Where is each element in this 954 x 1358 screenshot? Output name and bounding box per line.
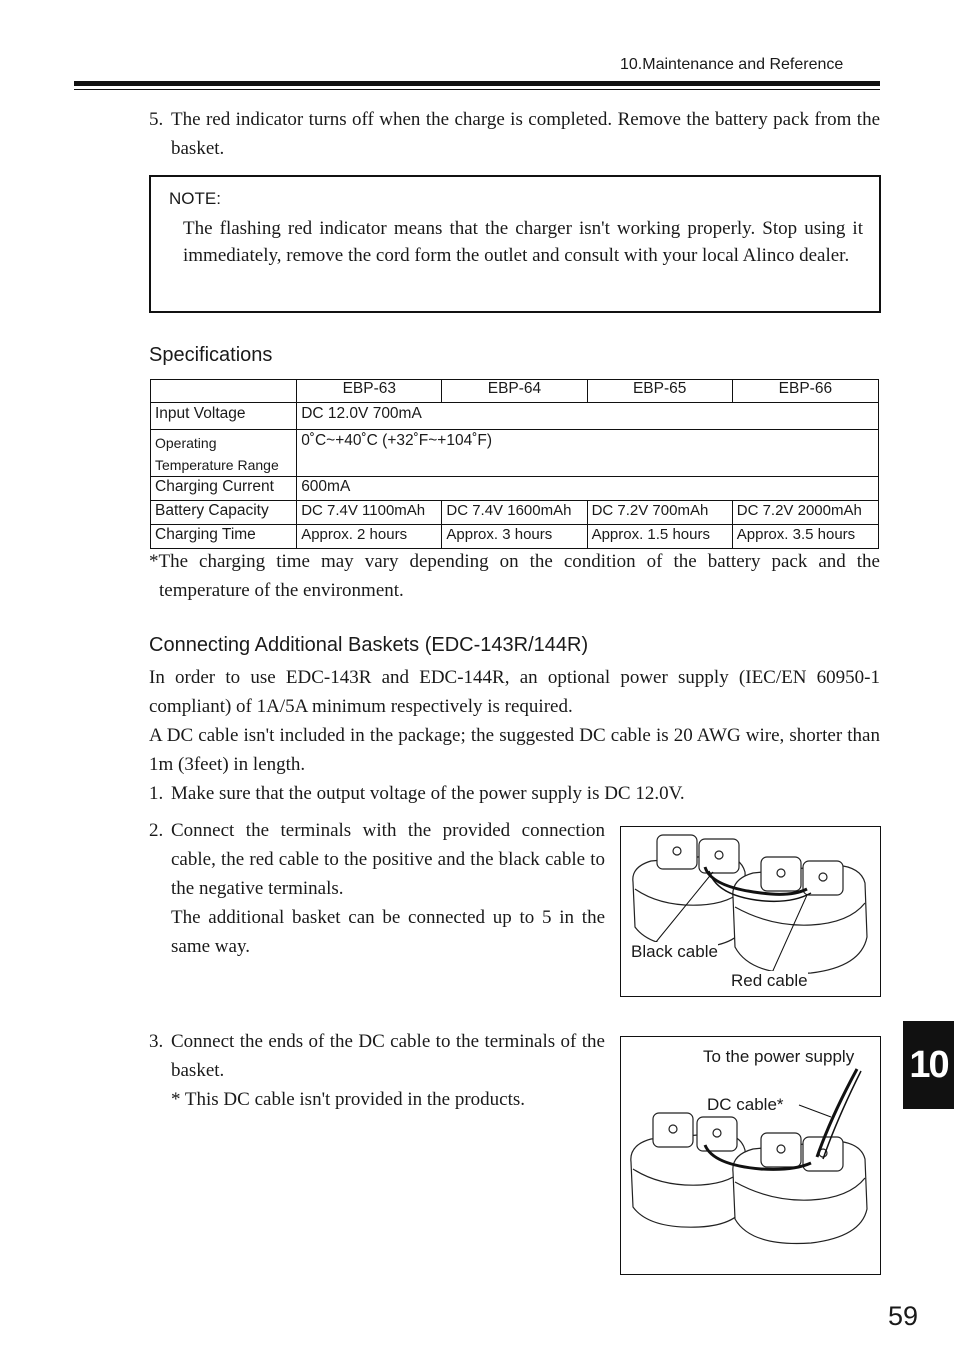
step-number: 5. — [149, 109, 164, 130]
table-row — [151, 403, 879, 430]
figure-basket-connection — [620, 826, 881, 997]
step-text: Make sure that the output voltage of the power supply is DC 12.0V. — [171, 783, 685, 804]
label-black-cable: Black cable — [631, 942, 718, 961]
table-row — [151, 430, 879, 477]
table-cell: DC 7.4V 1100mAh — [297, 501, 442, 525]
dc-cable-illustration — [621, 1037, 880, 1274]
note-body: The flashing red indicator means that the charger isn't working properly. Stop using it immediately, remove the cord form the outlet and consult with your local Alinco dealer. — [183, 218, 863, 266]
table-row — [151, 477, 879, 501]
chapter-tab: 10 — [903, 1021, 954, 1109]
row-label — [151, 430, 297, 477]
step-5 — [149, 105, 880, 163]
spec-footnote — [149, 547, 880, 605]
step-number: 1. — [149, 783, 164, 804]
connecting-heading: Connecting Additional Baskets (EDC-143R/144R) — [149, 634, 589, 656]
column-header: EBP-66 — [732, 380, 878, 403]
step-number: 2. — [149, 820, 164, 841]
table-header-row — [151, 380, 879, 403]
column-header: EBP-64 — [442, 380, 587, 403]
column-header: EBP-63 — [297, 380, 442, 403]
row-label-line: Temperature Range — [155, 457, 279, 473]
label-red-cable: Red cable — [731, 971, 808, 990]
row-label: Charging Current — [151, 477, 297, 501]
step-text-2: The additional basket can be connected up to 5 in the same way. — [171, 907, 605, 957]
connecting-para-1: In order to use EDC-143R and EDC-144R, an optional power supply (IEC/EN 60950-1 compliant) of 1A/5A minimum respectively is required. — [149, 667, 880, 717]
table-cell: DC 7.4V 1600mAh — [442, 501, 587, 525]
step-3 — [149, 1027, 605, 1114]
header-rule-thin — [74, 89, 880, 90]
step-text: Connect the terminals with the provided connection cable, the red cable to the positive and the black cable to the negative terminals. — [171, 820, 605, 899]
page-number: 59 — [888, 1301, 919, 1331]
label-dc-cable: DC cable* — [707, 1095, 784, 1114]
table-row — [151, 525, 879, 549]
specifications-heading: Specifications — [149, 344, 273, 366]
row-label: Battery Capacity — [151, 501, 297, 525]
step-number: 3. — [149, 1031, 164, 1052]
step-1 — [149, 779, 880, 808]
step-note: * This DC cable isn't provided in the products. — [171, 1089, 525, 1110]
footnote-text: *The charging time may vary depending on the condition of the battery pack and the temperature of the environment. — [149, 551, 880, 601]
table-row — [151, 501, 879, 525]
note-box — [149, 175, 881, 313]
table-cell: Approx. 3 hours — [442, 525, 587, 549]
table-cell: Approx. 2 hours — [297, 525, 442, 549]
note-title: NOTE: — [169, 189, 221, 208]
table-cell: DC 7.2V 700mAh — [587, 501, 732, 525]
table-corner-cell — [151, 380, 297, 403]
table-cell: Approx. 3.5 hours — [732, 525, 878, 549]
header-rule — [74, 81, 880, 86]
spec-table — [150, 379, 879, 549]
row-label: Input Voltage — [151, 403, 297, 430]
row-label: Charging Time — [151, 525, 297, 549]
figure-dc-cable — [620, 1036, 881, 1275]
table-cell: Approx. 1.5 hours — [587, 525, 732, 549]
label-power-supply: To the power supply — [703, 1047, 855, 1066]
connecting-para-2: A DC cable isn't included in the package; the suggested DC cable is 20 AWG wire, shorter than 1m (3feet) in length. — [149, 725, 880, 775]
row-value: 600mA — [297, 477, 879, 501]
row-value: DC 12.0V 700mA — [297, 403, 879, 430]
step-2 — [149, 816, 605, 961]
step-text: Connect the ends of the DC cable to the terminals of the basket. — [171, 1031, 605, 1081]
column-header: EBP-65 — [587, 380, 732, 403]
row-label-line: Operating — [155, 435, 217, 451]
step-text: The red indicator turns off when the charge is completed. Remove the battery pack from the basket. — [171, 109, 880, 159]
running-header: 10.Maintenance and Reference — [620, 56, 844, 73]
row-value: 0˚C~+40˚C (+32˚F~+104˚F) — [297, 430, 879, 477]
table-cell: DC 7.2V 2000mAh — [732, 501, 878, 525]
